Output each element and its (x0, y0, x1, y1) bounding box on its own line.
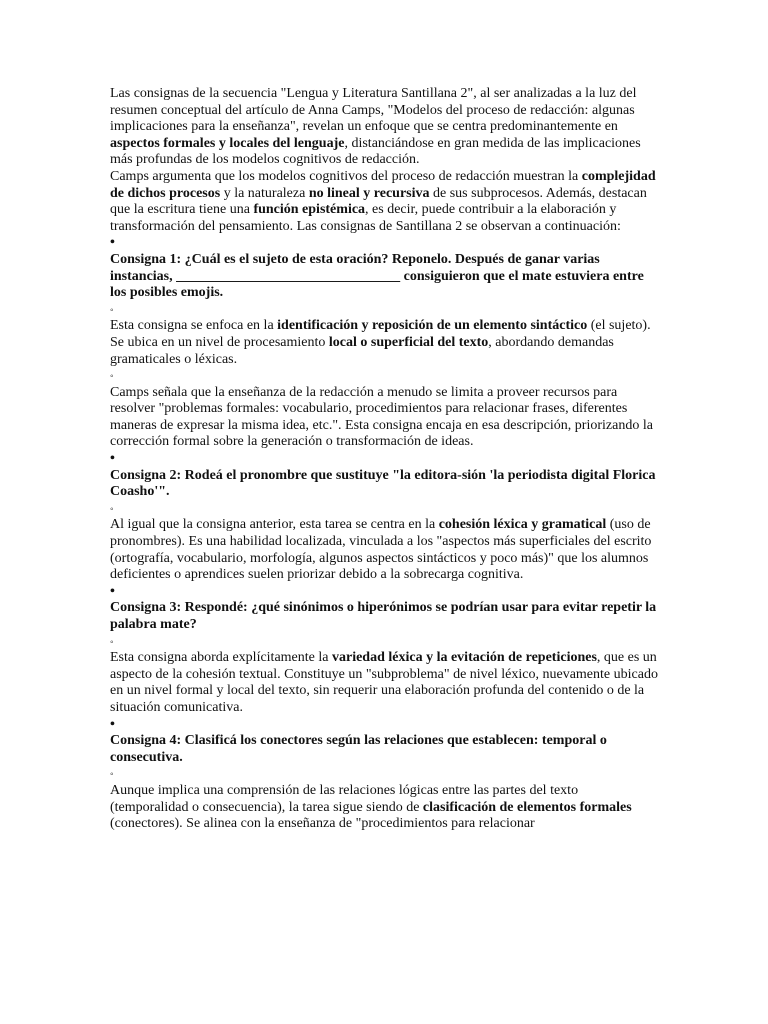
bullet-marker: • (110, 716, 115, 732)
text-run: Esta consigna aborda explícitamente la (110, 650, 332, 666)
consigna-2-heading: Consigna 2: Rodeá el pronombre que sustituye "la editora-sión 'la periodista digital Florica Coasho'". (110, 467, 656, 500)
consigna-3-heading: Consigna 3: Respondé: ¿qué sinónimos o hiperónimos se podrían usar para evitar repetir la palabra mate? (110, 600, 657, 632)
bold-run: variedad léxica y la evitación de repeticiones (331, 650, 597, 666)
bold-run: identificación y reposición de un elemento sintáctico (277, 318, 588, 334)
consigna-1-heading: Consigna 1: ¿Cuál es el sujeto de esta oración? Reponelo. Después de ganar varias instancias, ________________________________ consiguieron que el mate estuviera entre los posibles emojis. (110, 251, 644, 301)
text-run: Esta consigna se enfoca en la (110, 318, 278, 334)
bold-run: cohesión léxica y gramatical (438, 517, 607, 533)
consigna-1-analysis (110, 318, 660, 368)
text-run: (conectores). Se alinea con la enseñanza de "procedimientos para relacionar (110, 816, 535, 832)
subbullet-marker: ◦ (110, 304, 114, 316)
subbullet-marker: ◦ (110, 371, 114, 383)
consigna-4-heading: Consigna 4: Clasificá los conectores según las relaciones que establecen: temporal o consecutiva. (110, 733, 607, 765)
consigna-1-camps: Camps señala que la enseñanza de la redacción a menudo se limita a proveer recursos para resolver "problemas formales: vocabulario, procedimientos para relacionar frases, diferentes maneras de expresar la misma idea, etc.". Esta consigna encaja en esa descripción, priorizando la corrección formal sobre la generación o transformación de ideas. (110, 384, 653, 450)
bold-run: aspectos formales y locales del lenguaje (110, 135, 345, 151)
text-run: de sus subprocesos. Además, destacan que la escritura tiene una (110, 185, 647, 218)
text-run: (uso de pronombres). Es una habilidad localizada, vinculada a los "aspectos más superficiales del escrito (ortografía, vocabulario, morfología, algunos aspectos sintácticos y poco más)" que los alumnos deficientes o aprendices suelen priorizar debido a la sobrecarga cognitiva. (110, 517, 652, 583)
text-run: Al igual que la consigna anterior, esta tarea se centra en la (110, 517, 439, 533)
text-run: , que es un aspecto de la cohesión textual. Constituye un "subproblema" de nivel léxico, nuevamente ubicado en un nivel formal y local del texto, sin requerir una elaboración profunda del contenido o de la situación comunicativa. (110, 650, 658, 715)
consigna-3-analysis (110, 650, 660, 716)
text-run: , es decir, puede contribuir a la elaboración y transformación del pensamiento. Las consignas de Santillana 2 se observan a continuación: (110, 202, 621, 234)
text-run: y la naturaleza (220, 185, 309, 201)
bullet-marker: • (110, 583, 115, 599)
text-run: , distanciándose en gran medida de las implicaciones más profundas de los modelos cognitivos de redacción. (110, 135, 641, 168)
consigna-4-analysis (110, 783, 660, 833)
bold-run: clasificación de elementos formales (422, 799, 632, 815)
intro-paragraph (110, 86, 660, 169)
bullet-marker: • (110, 235, 115, 251)
text-run: Camps argumenta que los modelos cognitivos del proceso de redacción muestran la (110, 168, 582, 184)
bold-run: local o superficial del texto (328, 334, 489, 350)
bold-run: función epistémica (253, 202, 366, 218)
subbullet-marker: ◦ (110, 769, 114, 781)
bold-run: no lineal y recursiva (308, 185, 430, 201)
consigna-2-analysis (110, 517, 660, 583)
camps-paragraph (110, 169, 660, 235)
document-page (110, 86, 660, 833)
subbullet-marker: ◦ (110, 636, 114, 648)
text-run: Aunque implica una comprensión de las relaciones lógicas entre las partes del texto (temporalidad o consecuencia), la tarea sigue siendo de (110, 782, 579, 815)
subbullet-marker: ◦ (110, 503, 114, 515)
text-run: Las consignas de la secuencia "Lengua y Literatura Santillana 2", al ser analizadas a la luz del resumen conceptual del artículo de Anna Camps, "Modelos del proceso de redacción: algunas implicaciones para la enseñanza", revelan un enfoque que se centra predominantemente en (110, 86, 637, 135)
text-run: (el sujeto). Se ubica en un nivel de procesamiento (110, 318, 651, 350)
bullet-marker: • (110, 451, 115, 467)
bold-run: complejidad de dichos procesos (110, 168, 656, 201)
text-run: , abordando demandas gramaticales o léxicas. (110, 334, 614, 367)
